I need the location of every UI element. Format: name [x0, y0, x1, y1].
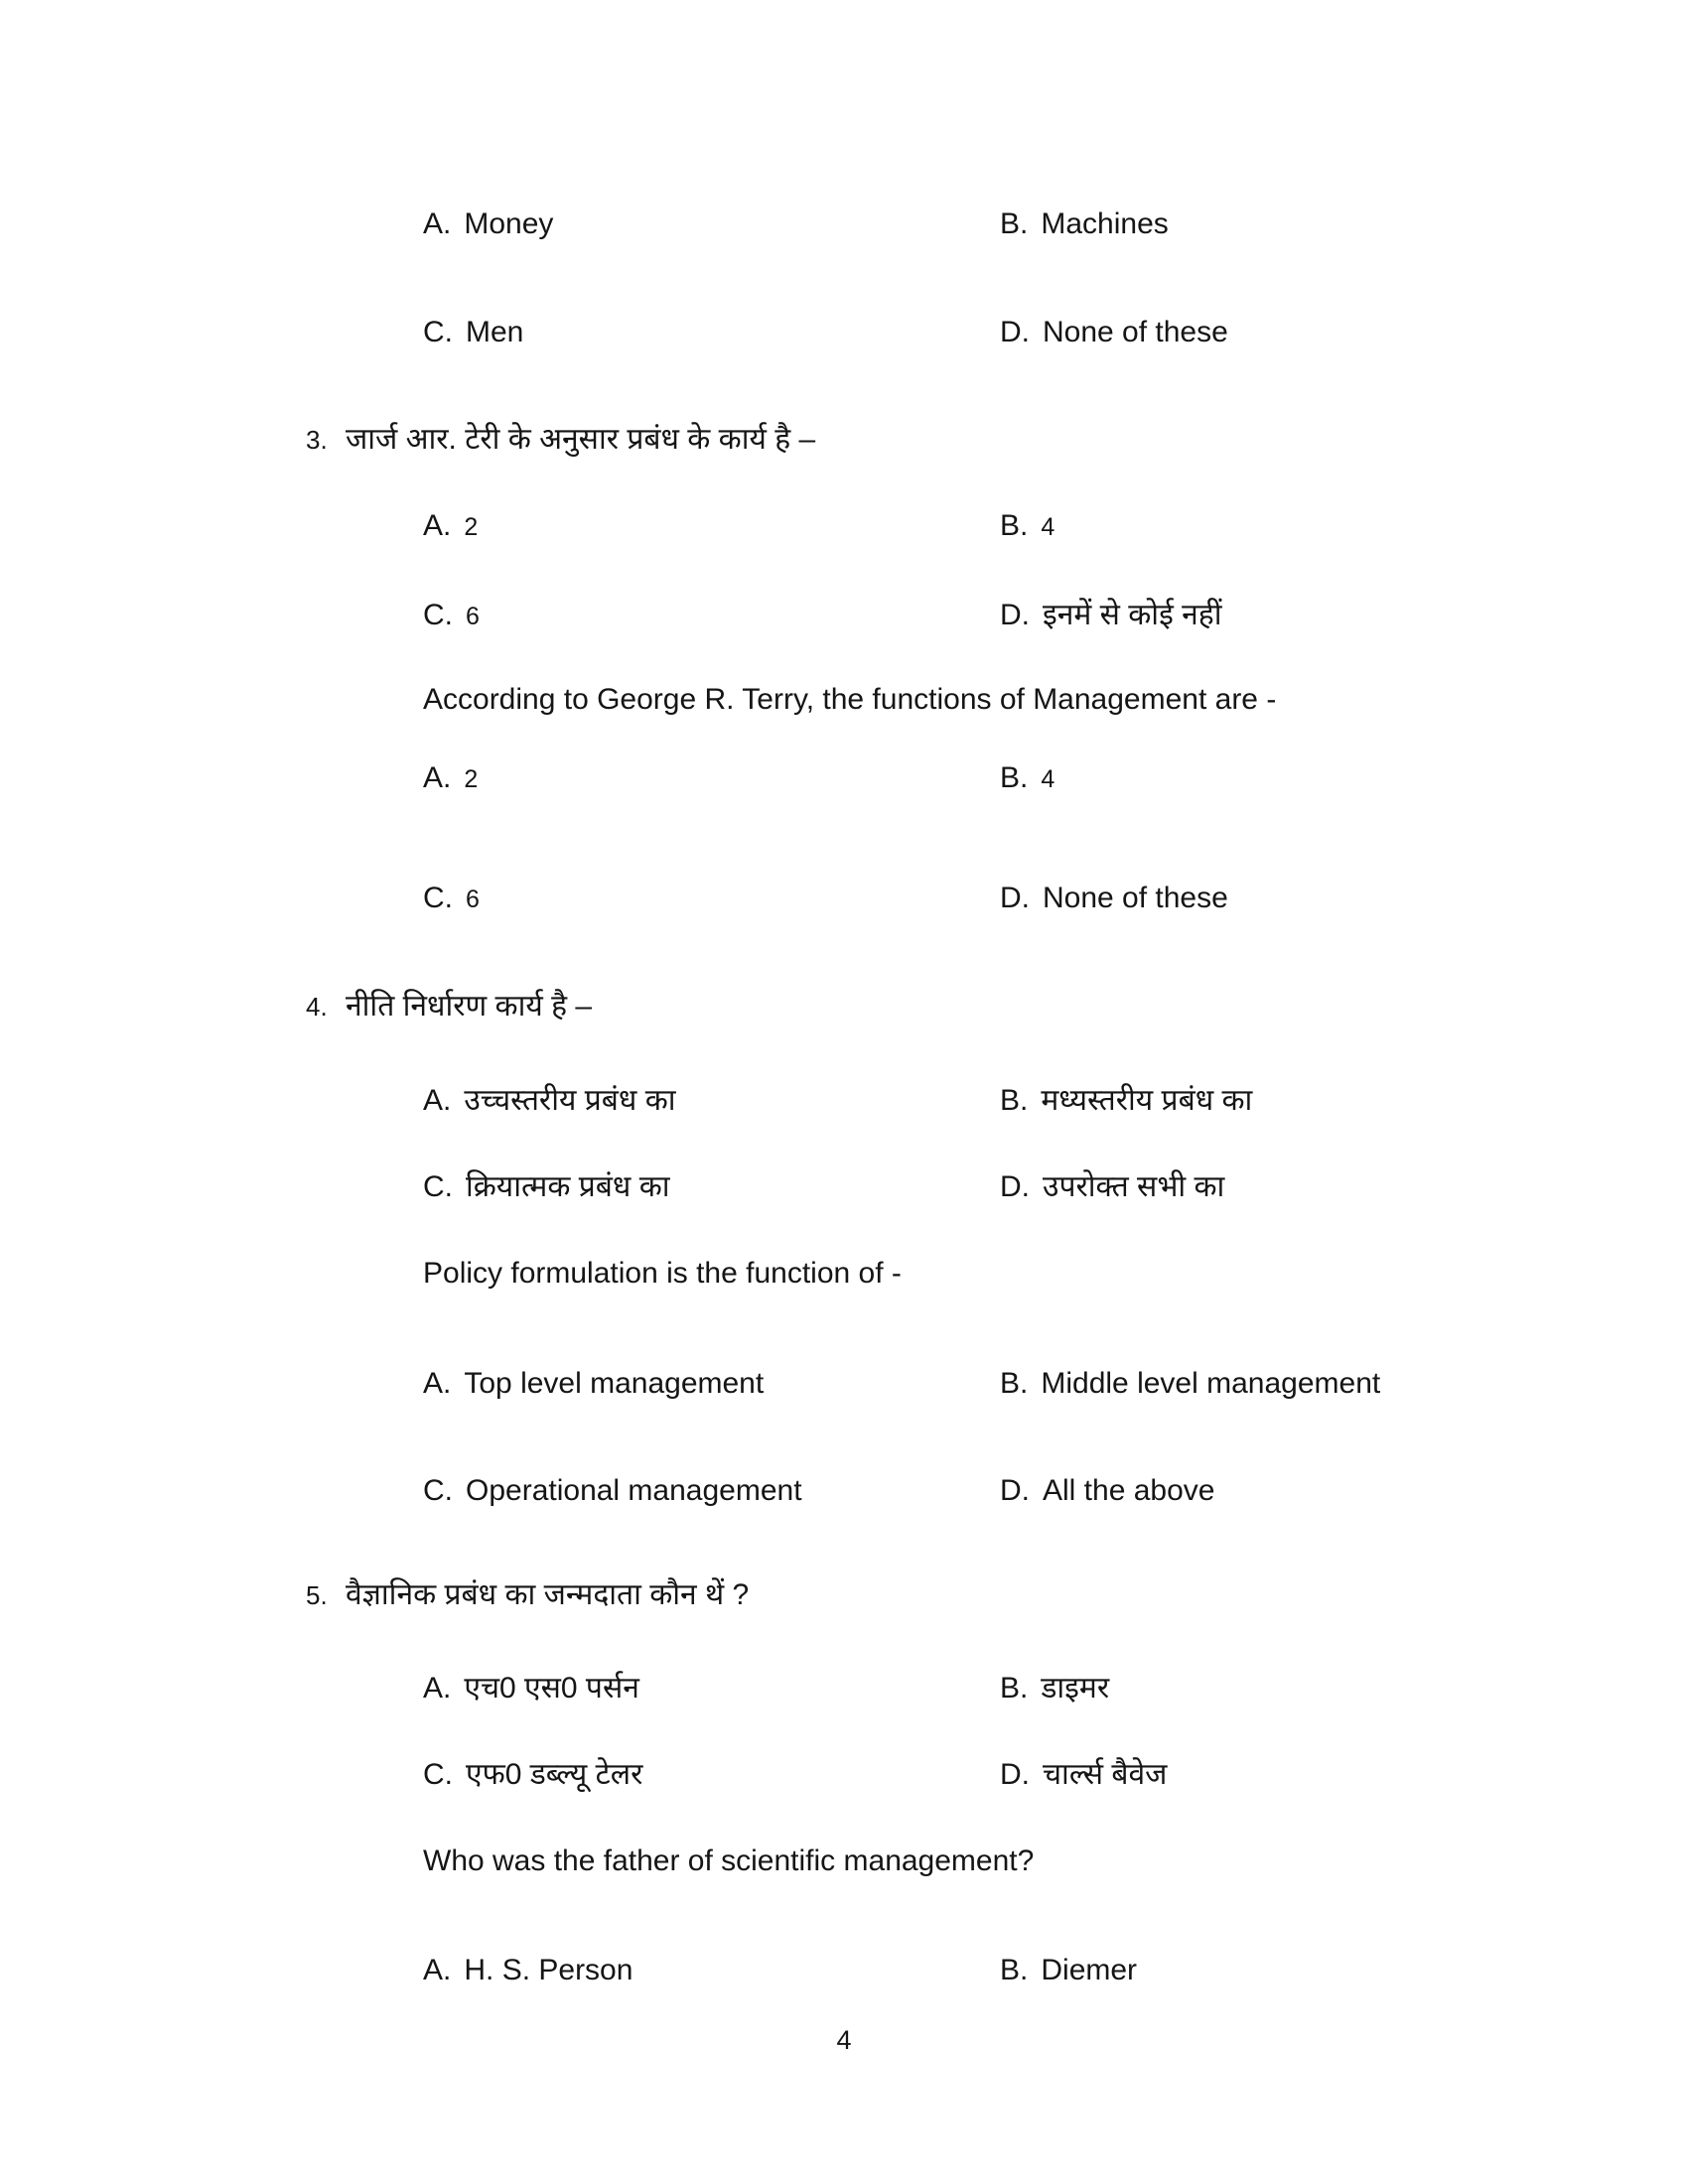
question-text-hindi: जार्ज आर. टेरी के अनुसार प्रबंध के कार्य है – [346, 423, 816, 456]
option-b-label: B. [1000, 761, 1029, 794]
question-number: 3. [306, 425, 328, 455]
option-d-text: इनमें से कोई नहीं [1043, 599, 1222, 631]
option-a-label: A. [423, 1084, 452, 1117]
option-row [0, 1474, 1688, 1518]
option-a-text: उच्चस्तरीय प्रबंध का [464, 1084, 676, 1117]
question-text-english: According to George R. Terry, the functions of Management are - [423, 683, 1277, 716]
option-b [1000, 1367, 1380, 1402]
question-5-english [0, 1844, 1688, 1888]
question-text-hindi: नीति निर्धारण कार्य है – [346, 990, 593, 1023]
option-row [0, 1954, 1688, 1997]
option-d-label: D. [1000, 1170, 1030, 1203]
option-row [0, 882, 1688, 925]
option-c [423, 882, 480, 916]
question-5 [0, 1578, 1688, 1622]
option-c-label: C. [423, 599, 453, 631]
option-c-text: Operational management [466, 1474, 802, 1507]
option-c [423, 599, 480, 633]
option-c-label: C. [423, 316, 453, 348]
question-4 [0, 990, 1688, 1033]
option-a [423, 1954, 633, 1988]
option-b-label: B. [1000, 1367, 1029, 1400]
question-4-english [0, 1257, 1688, 1300]
option-row [0, 509, 1688, 553]
option-row [0, 761, 1688, 805]
option-a-text: H. S. Person [464, 1954, 633, 1986]
option-c [423, 1758, 642, 1793]
option-b-label: B. [1000, 509, 1029, 542]
question-number: 4. [306, 992, 328, 1022]
option-a-text: Money [464, 207, 554, 240]
option-c-text: 6 [466, 886, 480, 913]
question-text-english: Who was the father of scientific management? [423, 1844, 1035, 1877]
option-c-label: C. [423, 882, 453, 914]
option-b-text: 4 [1041, 513, 1055, 541]
question-3 [0, 423, 1688, 467]
option-a-label: A. [423, 1367, 452, 1400]
option-row [0, 1084, 1688, 1128]
option-row [0, 1367, 1688, 1411]
option-d-text: None of these [1043, 882, 1228, 914]
option-a-text: Top level management [464, 1367, 765, 1400]
option-d-text: उपरोक्त सभी का [1043, 1170, 1225, 1203]
option-d [1000, 316, 1228, 350]
option-b-text: Machines [1041, 207, 1169, 240]
option-d-text: चार्ल्स बैवेज [1043, 1758, 1168, 1791]
option-a-text: 2 [464, 765, 479, 793]
option-a [423, 509, 478, 544]
page-number: 4 [836, 2025, 852, 2055]
option-b [1000, 1954, 1137, 1988]
option-b-label: B. [1000, 1954, 1029, 1986]
option-a-label: A. [423, 761, 452, 794]
option-row [0, 207, 1688, 251]
option-d [1000, 599, 1222, 633]
option-a [423, 1672, 639, 1706]
option-a [423, 761, 478, 796]
option-d-label: D. [1000, 599, 1030, 631]
option-c-text: एफ0 डब्ल्यू टेलर [466, 1758, 643, 1791]
option-b-label: B. [1000, 207, 1029, 240]
option-b [1000, 1084, 1252, 1119]
option-a-label: A. [423, 509, 452, 542]
option-c [423, 1170, 670, 1205]
option-d-label: D. [1000, 1474, 1030, 1507]
option-b-text: Middle level management [1041, 1367, 1381, 1400]
option-c [423, 1474, 802, 1509]
option-b-text: डाइमर [1041, 1672, 1110, 1705]
option-c-text: Men [466, 316, 524, 348]
option-a-label: A. [423, 207, 452, 240]
option-c-label: C. [423, 1170, 453, 1203]
option-b-text: Diemer [1041, 1954, 1138, 1986]
question-text-hindi: वैज्ञानिक प्रबंध का जन्मदाता कौन थें ? [346, 1578, 750, 1611]
option-a [423, 1367, 764, 1402]
option-d-label: D. [1000, 1758, 1030, 1791]
option-row [0, 1672, 1688, 1715]
option-row [0, 599, 1688, 642]
option-b-text: मध्यस्तरीय प्रबंध का [1041, 1084, 1253, 1117]
option-a [423, 207, 553, 242]
option-row [0, 316, 1688, 359]
option-d-text: All the above [1043, 1474, 1215, 1507]
option-d-label: D. [1000, 882, 1030, 914]
option-c-text: क्रियात्मक प्रबंध का [466, 1170, 670, 1203]
option-a-text: 2 [464, 513, 479, 541]
option-d [1000, 1170, 1224, 1205]
option-d-label: D. [1000, 316, 1030, 348]
option-b-label: B. [1000, 1672, 1029, 1705]
option-b [1000, 207, 1169, 242]
option-d-text: None of these [1043, 316, 1228, 348]
option-b [1000, 509, 1055, 544]
option-b [1000, 1672, 1109, 1706]
option-d [1000, 1474, 1214, 1509]
option-b [1000, 761, 1055, 796]
question-text-english: Policy formulation is the function of - [423, 1257, 902, 1290]
option-row [0, 1758, 1688, 1802]
question-number: 5. [306, 1580, 328, 1610]
option-row [0, 1170, 1688, 1214]
question-3-english [0, 683, 1688, 727]
option-a-text: एच0 एस0 पर्सन [464, 1672, 639, 1705]
option-c-label: C. [423, 1474, 453, 1507]
option-d [1000, 882, 1228, 916]
option-b-label: B. [1000, 1084, 1029, 1117]
option-b-text: 4 [1041, 765, 1055, 793]
option-c-label: C. [423, 1758, 453, 1791]
option-c [423, 316, 523, 350]
option-a-label: A. [423, 1954, 452, 1986]
option-c-text: 6 [466, 603, 480, 630]
option-a-label: A. [423, 1672, 452, 1705]
option-d [1000, 1758, 1167, 1793]
option-a [423, 1084, 676, 1119]
